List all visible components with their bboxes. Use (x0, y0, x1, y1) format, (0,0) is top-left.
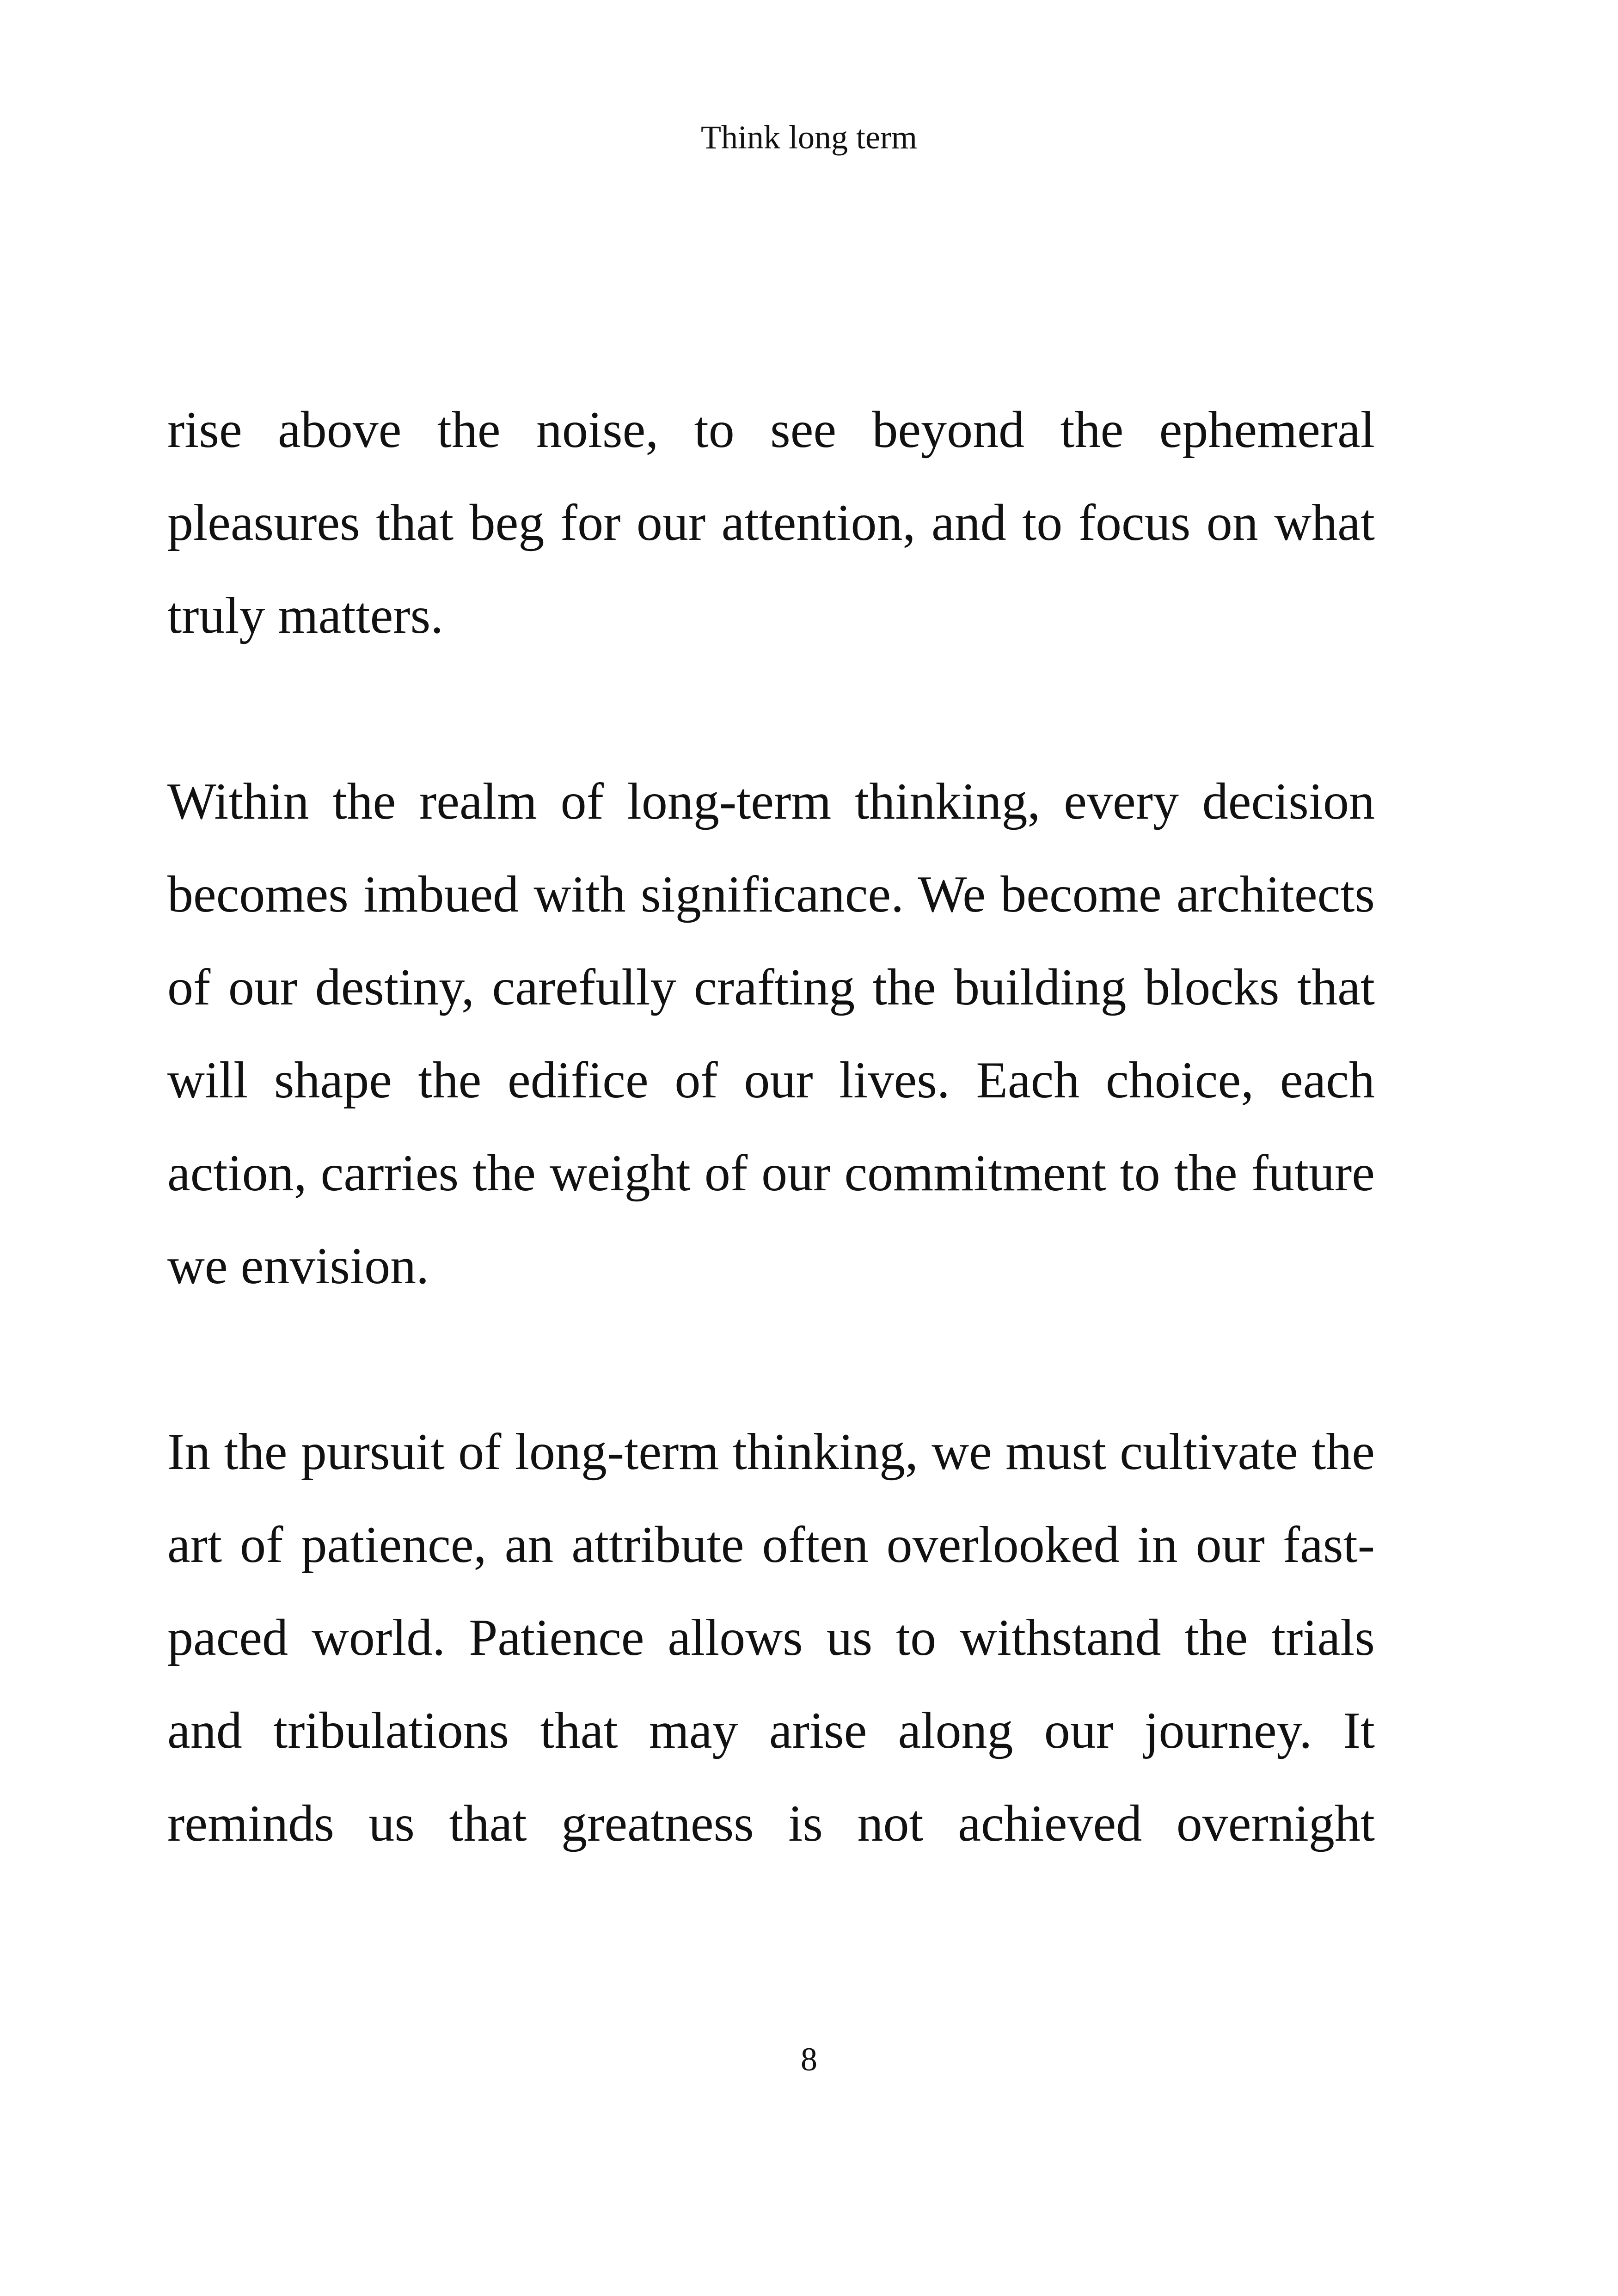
paragraph: In the pursuit of long-term thinking, we must cultivate the art of patience, an attribute often overlooked in our fast-paced world. Patience allows us to withstand the trials and tribulations that may arise along our journey. It reminds us that greatness is not achieved overnight (167, 1423, 1375, 1852)
paragraph: Within the realm of long-term thinking, every decision becomes imbued with significance. We become architects of our destiny, carefully crafting the building blocks that will shape the edifice of our lives. Each choice, each action, carries the weight of our commitment to the future we envision. (167, 773, 1375, 1295)
running-header: Think long term (701, 119, 917, 156)
body-text (167, 384, 1375, 1870)
paragraph: rise above the noise, to see beyond the ephemeral pleasures that beg for our attention, and to focus on what truly matters. (167, 401, 1375, 644)
page-number: 8 (801, 2041, 817, 2078)
